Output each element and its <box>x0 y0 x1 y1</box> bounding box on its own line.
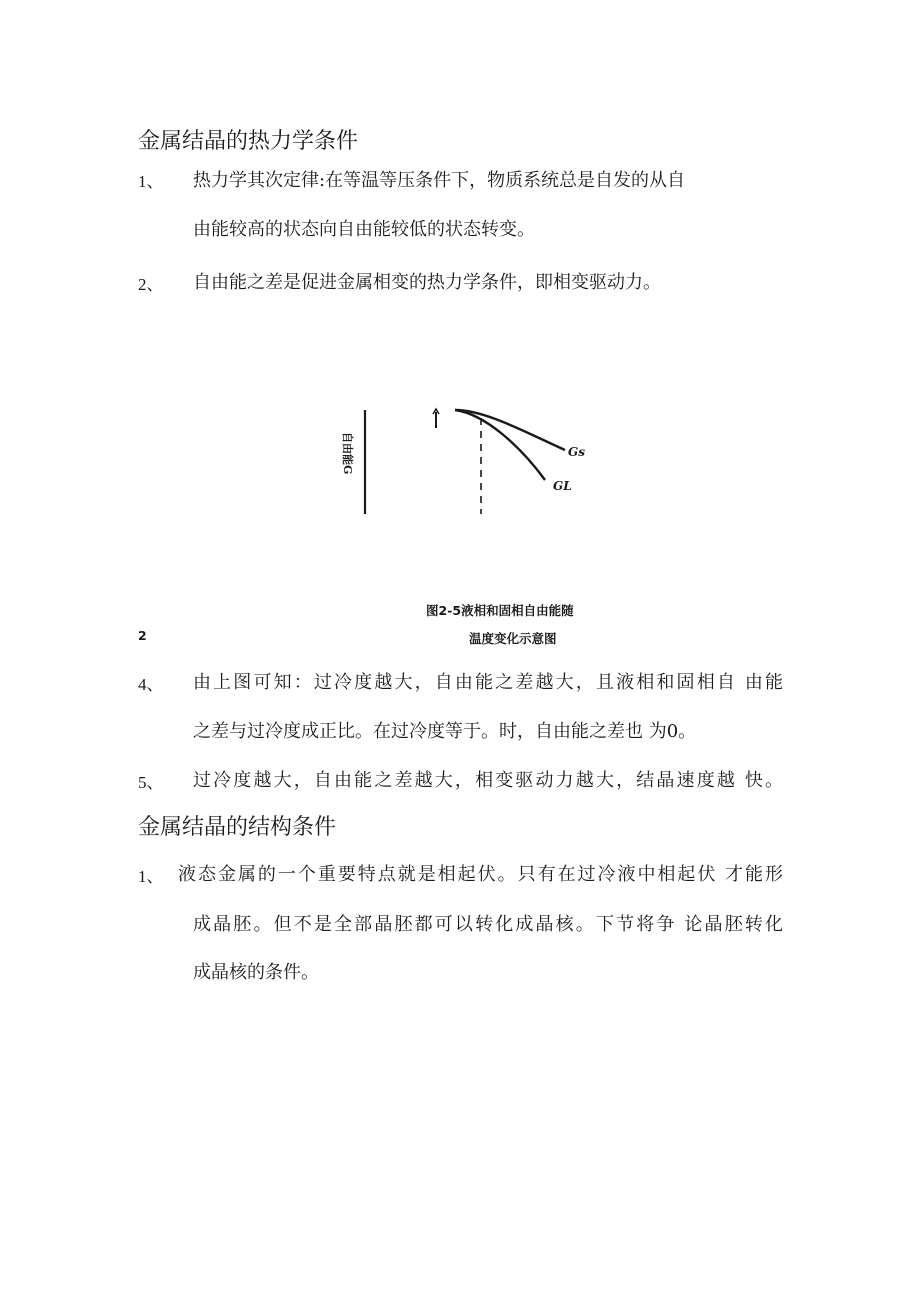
solid-curve <box>455 410 565 450</box>
paragraph-line: 由能较高的状态向自由能较低的状态转变。 <box>193 219 535 240</box>
paragraph-line: 由上图可知：过冷度越大，自由能之差越大，且液相和固相自 由能 <box>193 672 783 693</box>
y-axis-label: 自由能G <box>341 432 354 475</box>
curve-label-solid: Gs <box>568 445 586 459</box>
paragraph-line: 自由能之差是促进金属相变的热力学条件，即相变驱动力。 <box>193 272 661 293</box>
paragraph-line: 成晶核的条件。 <box>193 962 319 983</box>
item-number: 1、 <box>138 172 164 191</box>
figure-caption-line1: 图2-5液相和固相自由能随 <box>426 603 574 618</box>
item-number: 2、 <box>138 275 164 294</box>
item-number: 5、 <box>138 773 164 792</box>
item-number: 1、 <box>138 867 164 886</box>
paragraph-line: 液态金属的一个重要特点就是相起伏。只有在过冷液中相起伏 才能形 <box>178 864 783 885</box>
curve-label-liquid: GL <box>553 479 572 493</box>
item-number: 4、 <box>138 675 164 694</box>
paragraph-line: 热力学其次定律:在等温等压条件下，物质系统总是自发的从自 <box>193 170 686 191</box>
figure-caption-line2: 温度变化示意图 <box>469 631 557 646</box>
paragraph-line: 成晶胚。但不是全部晶胚都可以转化成晶核。下节将争 论晶胚转化 <box>193 914 783 935</box>
section-heading-thermodynamics: 金属结晶的热力学条件 <box>138 129 359 154</box>
section-heading-structure: 金属结晶的结构条件 <box>138 815 337 840</box>
free-energy-diagram <box>325 400 605 520</box>
paragraph-line: 过冷度越大，自由能之差越大，相变驱动力越大，结晶速度越 快。 <box>193 770 783 791</box>
side-number: 2 <box>138 628 147 643</box>
paragraph-line: 之差与过冷度成正比。在过冷度等于。时，自由能之差也 为0。 <box>193 721 697 742</box>
